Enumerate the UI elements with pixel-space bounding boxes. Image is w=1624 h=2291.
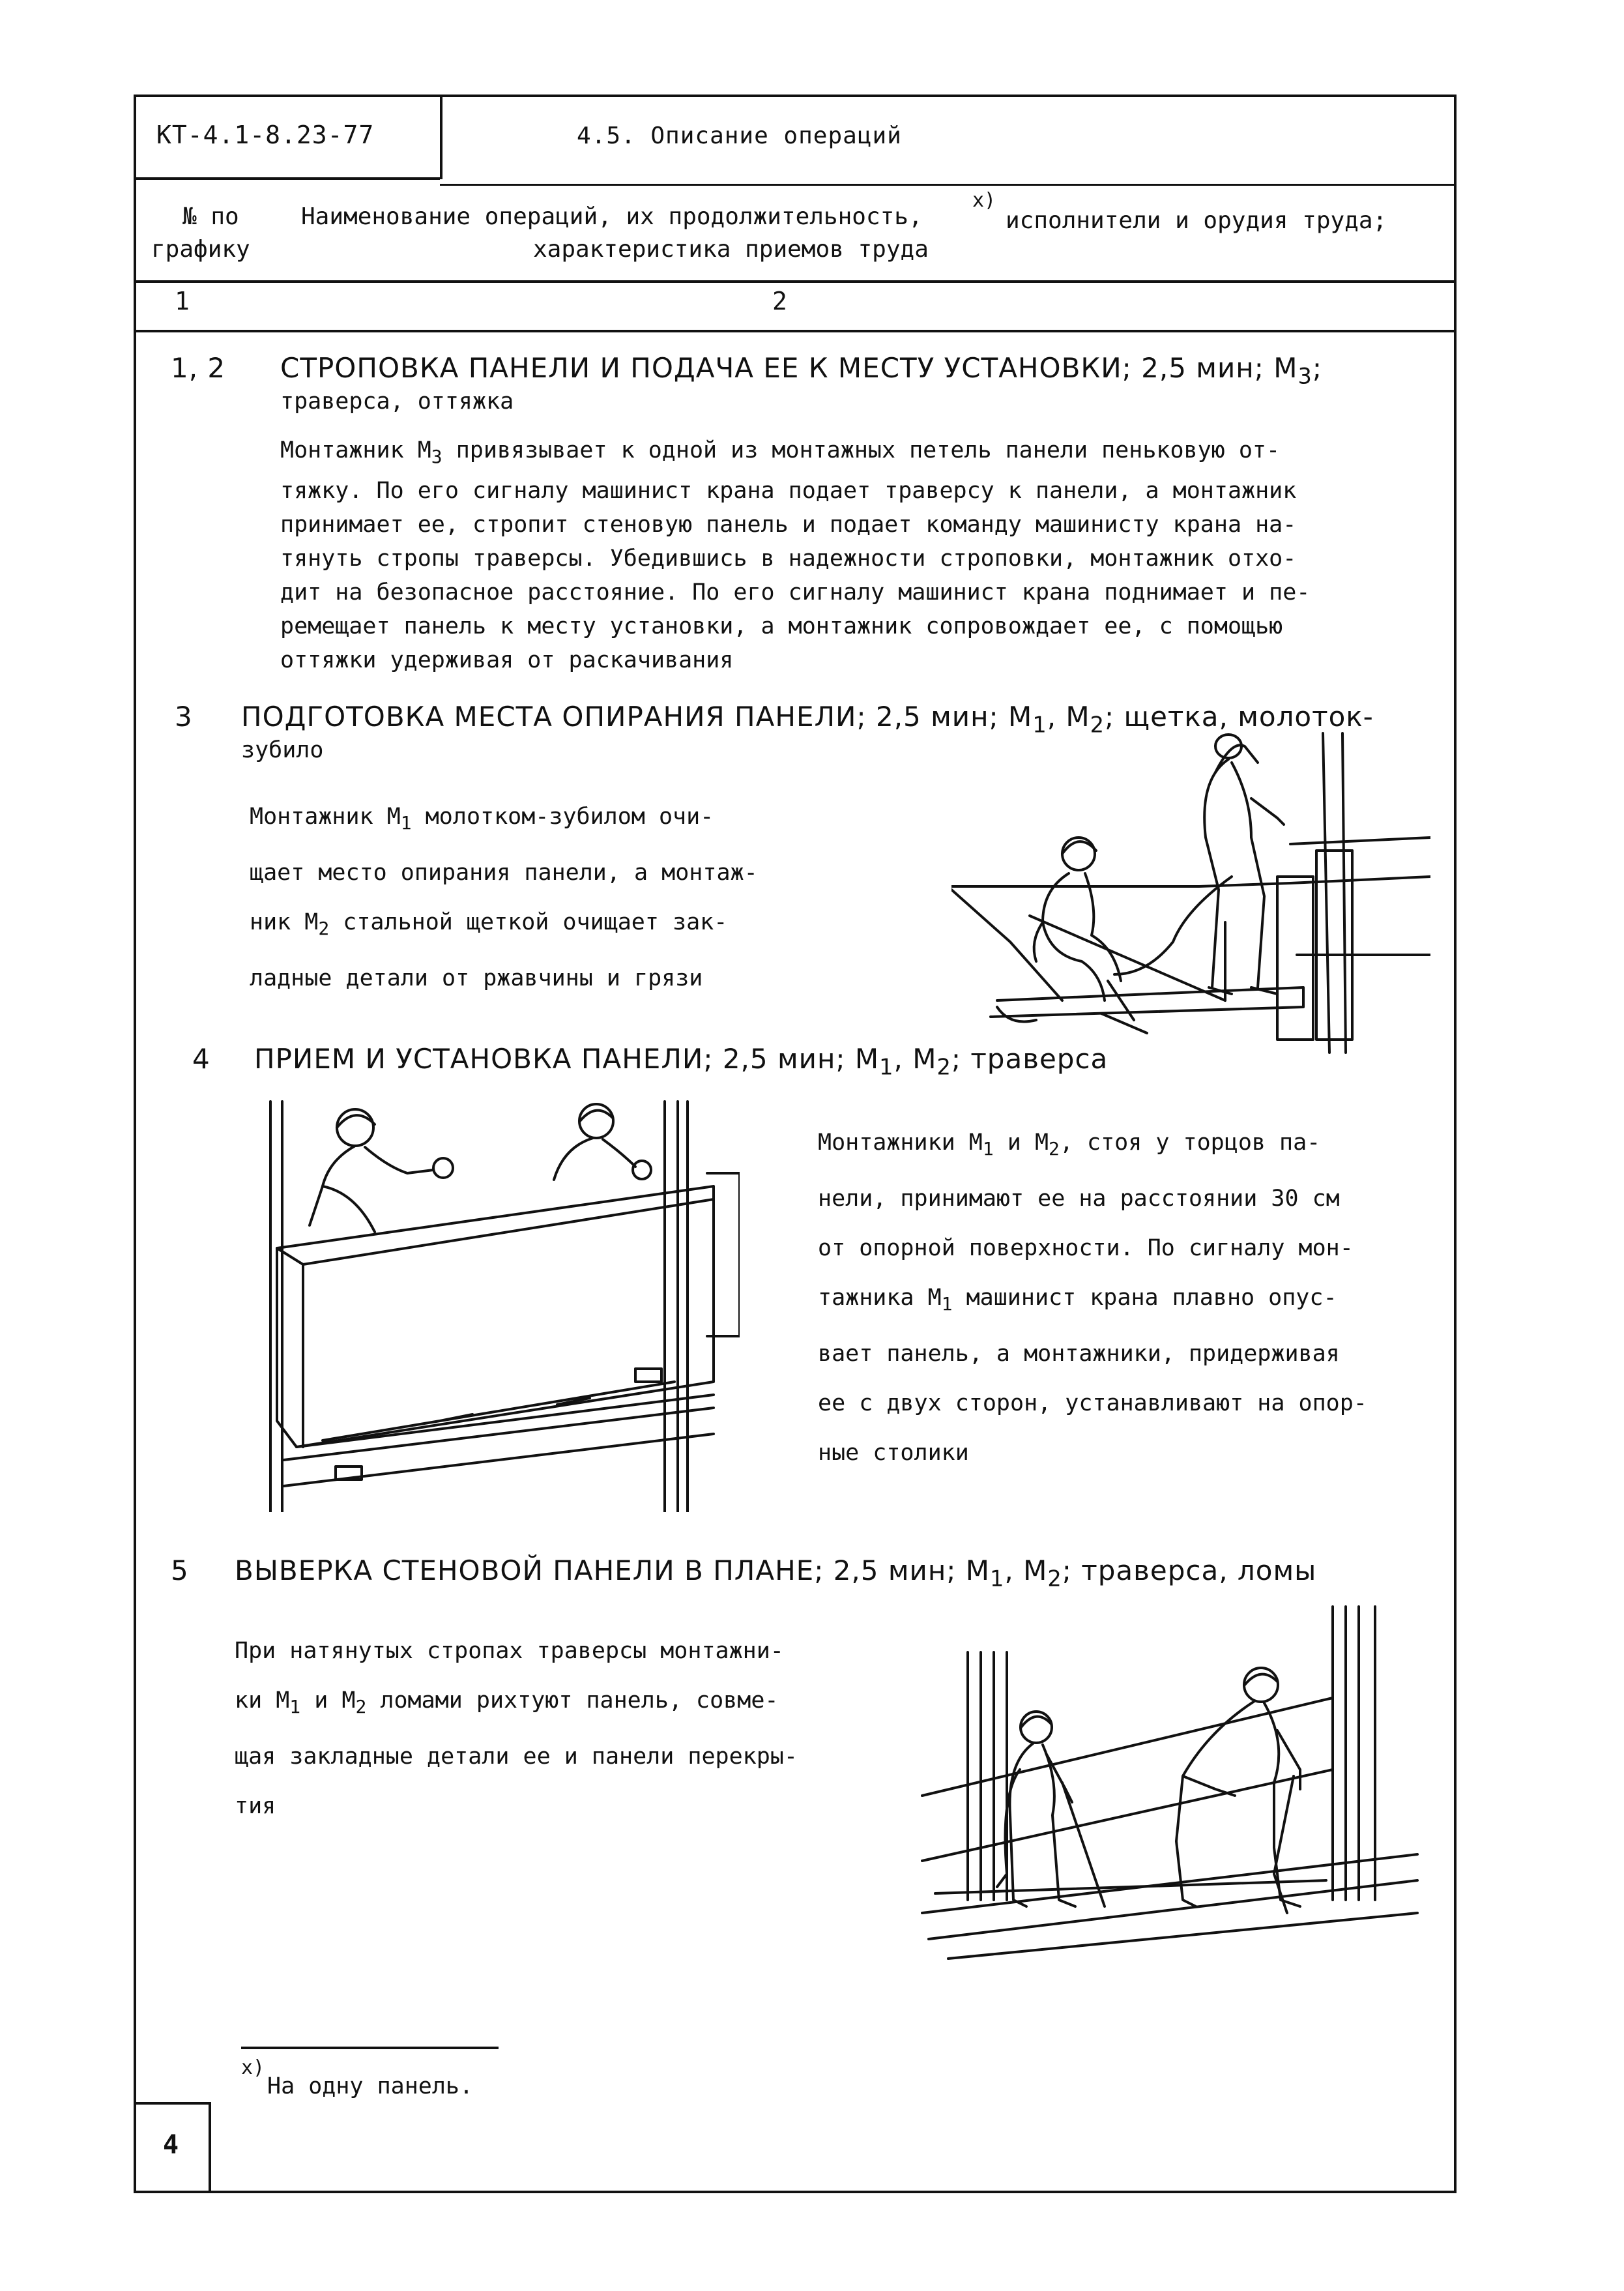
- col2-label-line1b: исполнители и орудия труда;: [1006, 207, 1387, 234]
- op5-desc-line-3: щая закладные детали ее и панели перекры-: [235, 1744, 798, 1770]
- col2-label-line1a: Наименование операций, их продолжительность,: [301, 203, 923, 230]
- document-code: КТ-4.1-8.23-77: [156, 121, 375, 149]
- op4-description: [818, 1118, 1367, 1478]
- col2-number: 2: [772, 287, 787, 315]
- op5-illustration: [909, 1600, 1437, 1965]
- op4-title: ПРИЕМ И УСТАНОВКА ПАНЕЛИ; 2,5 мин; $М_1$, $М_2$; траверса: [254, 1043, 1109, 1080]
- op1-title: СТРОПОВКА ПАНЕЛИ И ПОДАЧА ЕЕ К МЕСТУ УСТАНОВКИ; 2,5 мин; $М_3$;: [280, 352, 1322, 389]
- op5-description: [235, 1626, 798, 1831]
- op4-desc-line-7: ные столики: [818, 1440, 969, 1466]
- footnote-text: На одну панель.: [267, 2073, 474, 2099]
- section-title: 4.5. Описание операций: [577, 123, 902, 149]
- op1-description: [280, 433, 1447, 677]
- op4-desc-line-4: тажника $М_1$ машинист крана плавно опус-: [818, 1285, 1337, 1315]
- op1-desc-line-6: ремещает панель к месту установки, а монтажник сопровождает ее, с помощью: [280, 613, 1283, 639]
- op3-desc-line-1: Монтажник $М_1$ молотком-зубилом очи-: [250, 804, 714, 834]
- op4-desc-line-5: вает панель, а монтажники, придерживая: [818, 1341, 1340, 1367]
- col1-label-line1: № по: [182, 203, 239, 230]
- op4-illustration: [257, 1095, 740, 1512]
- op1-number: 1, 2: [171, 352, 226, 384]
- op1-desc-line-3: принимает ее, стропит стеновую панель и подает команду машинисту крана на-: [280, 512, 1297, 538]
- table-header-rule: [134, 280, 1457, 283]
- op5-desc-line-4: тия: [235, 1793, 276, 1819]
- op3-desc-line-4: ладные детали от ржавчины и грязи: [250, 965, 703, 991]
- header-rule: [440, 184, 1457, 186]
- op3-tools: зубило: [241, 737, 324, 763]
- op1-desc-line-7: оттяжки удерживая от раскачивания: [280, 647, 734, 673]
- op4-desc-line-1: Монтажники $М_1$ и $М_2$, стоя у торцов па-: [818, 1130, 1321, 1160]
- op4-desc-line-2: нели, принимают ее на расстоянии 30 см: [818, 1186, 1340, 1212]
- footnote-rule: [241, 2047, 499, 2049]
- op5-title: ВЫВЕРКА СТЕНОВОЙ ПАНЕЛИ В ПЛАНЕ; 2,5 мин; $М_1$, $М_2$; траверса, ломы: [235, 1554, 1317, 1592]
- footnote-mark: x): [241, 2056, 265, 2079]
- op1-tools: траверса, оттяжка: [280, 388, 514, 415]
- op1-desc-line-4: тянуть стропы траверсы. Убедившись в надежности строповки, монтажник отхо-: [280, 546, 1297, 572]
- op4-desc-line-6: ее с двух сторон, устанавливают на опор-: [818, 1390, 1367, 1416]
- footnote-ref-mark: x): [972, 189, 996, 212]
- op1-desc-line-2: тяжку. По его сигналу машинист крана подает траверсу к панели, а монтажник: [280, 478, 1297, 504]
- op4-desc-line-3: от опорной поверхности. По сигналу мон-: [818, 1235, 1354, 1261]
- op5-desc-line-2: ки $М_1$ и $М_2$ ломами рихтуют панель, совме-: [235, 1687, 779, 1717]
- op3-number: 3: [175, 701, 193, 733]
- page-number: 4: [163, 2130, 179, 2160]
- op1-desc-line-1: Монтажник $М_3$ привязывает к одной из монтажных петель панели пеньковую от-: [280, 437, 1281, 467]
- op5-desc-line-1: При натянутых стропах траверсы монтажни-: [235, 1638, 784, 1664]
- op1-desc-line-5: дит на безопасное расстояние. По его сигналу машинист крана поднимает и пе-: [280, 579, 1311, 606]
- page-number-divider: [209, 2102, 211, 2193]
- op4-number: 4: [192, 1043, 210, 1075]
- col1-label-line2: графику: [151, 236, 250, 263]
- header-code-underline: [134, 177, 440, 180]
- op3-desc-line-3: ник $М_2$ стальной щеткой очищает зак-: [250, 909, 728, 939]
- col2-label-line2: характеристика приемов труда: [533, 236, 929, 263]
- op3-title: ПОДГОТОВКА МЕСТА ОПИРАНИЯ ПАНЕЛИ; 2,5 мин; $М_1$, $М_2$; щетка, молоток-: [241, 701, 1374, 738]
- page-number-top: [134, 2102, 210, 2105]
- op3-illustration: [951, 727, 1430, 1072]
- op3-description: [250, 792, 758, 1003]
- numbering-rule: [134, 330, 1457, 332]
- col1-number: 1: [175, 287, 190, 315]
- op3-desc-line-2: щает место опирания панели, а монтаж-: [250, 860, 758, 886]
- header-divider: [440, 95, 442, 179]
- op5-number: 5: [171, 1554, 189, 1586]
